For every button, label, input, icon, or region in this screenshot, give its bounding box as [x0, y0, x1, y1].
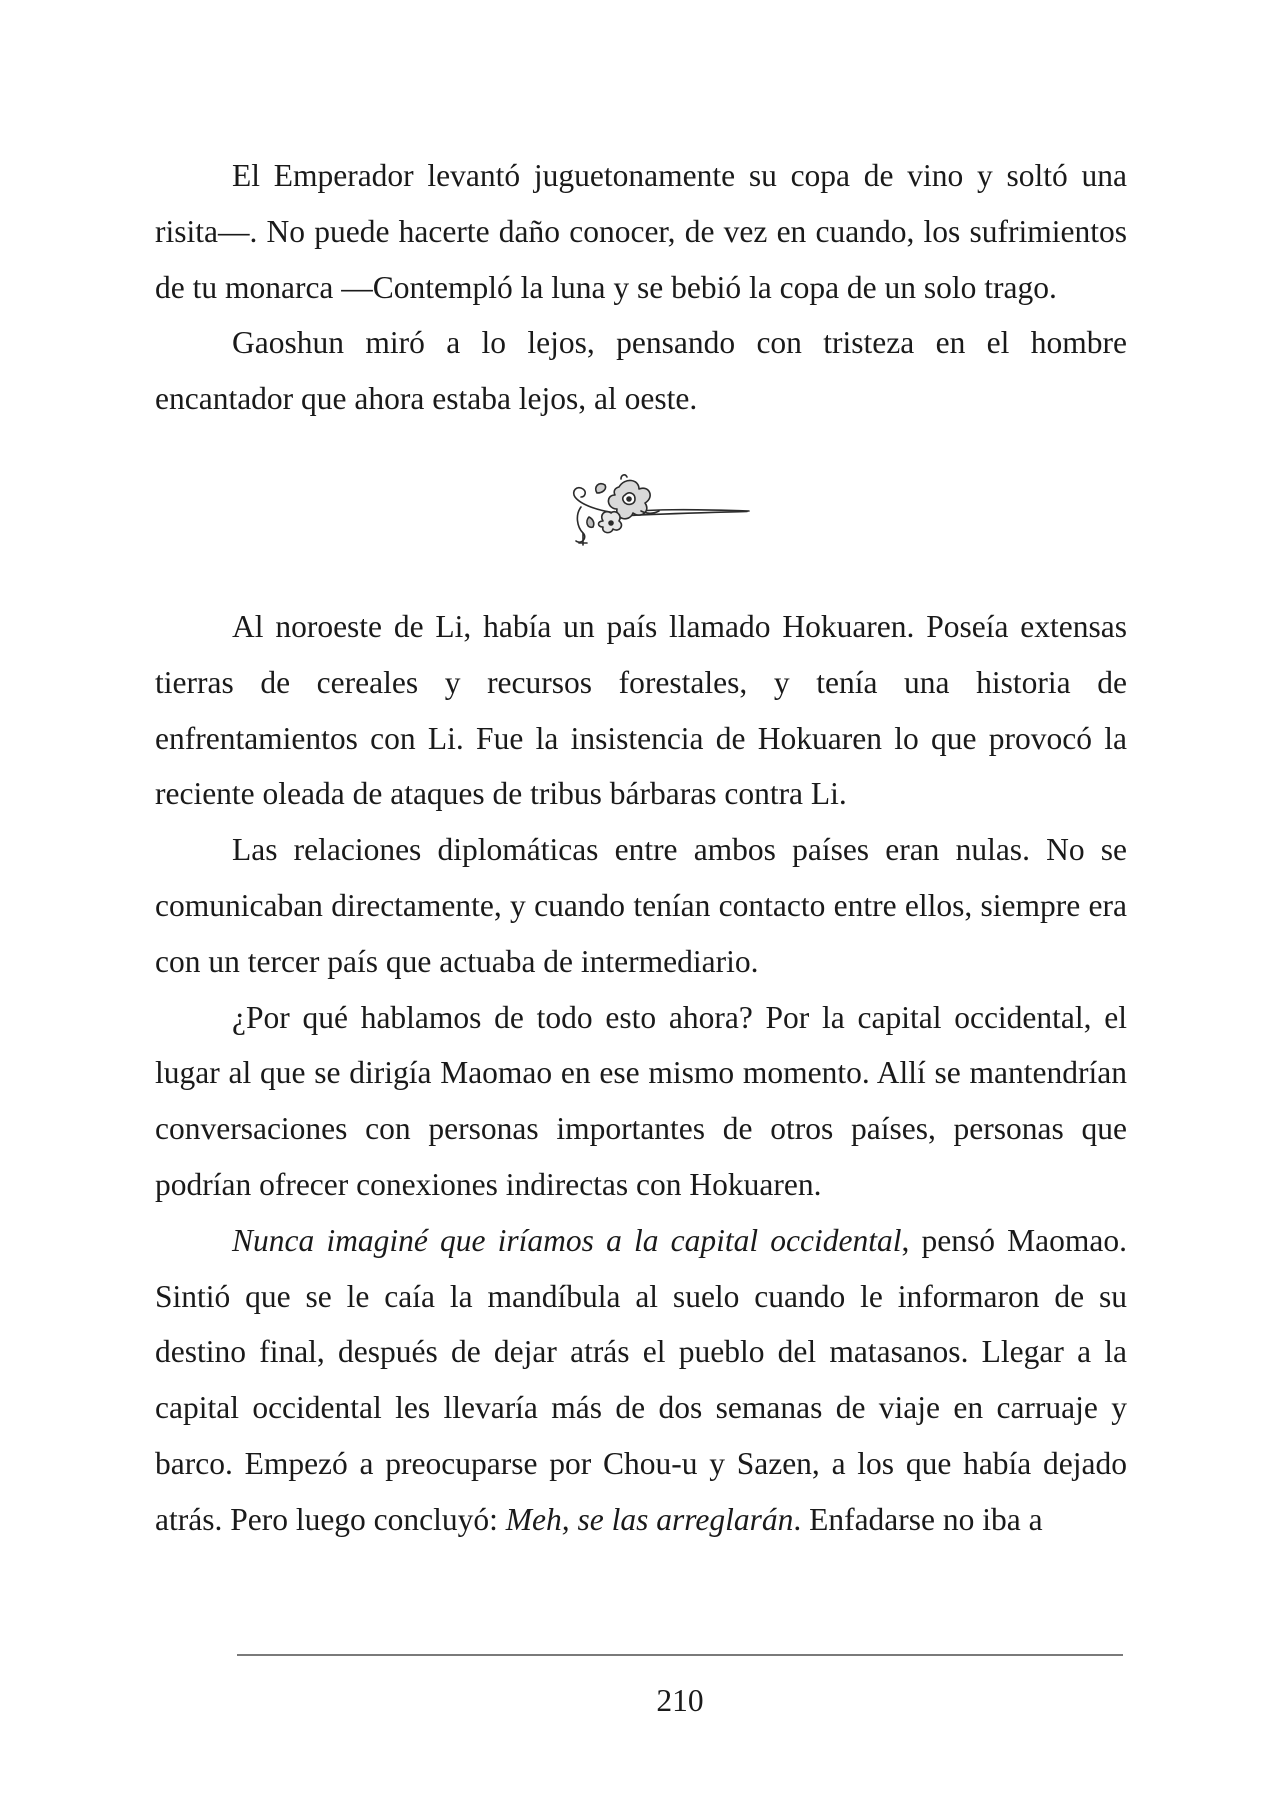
page-body: [155, 148, 1127, 1548]
page-number: 210: [656, 1683, 704, 1718]
paragraph: [155, 822, 1127, 989]
paragraph: [155, 599, 1127, 822]
paragraph-text: Gaoshun miró a lo lejos, pensando con tristeza en el hombre encantador que ahora estaba lejos, al oeste.: [155, 325, 1127, 417]
paragraph: [155, 990, 1127, 1213]
paragraph: [155, 148, 1127, 315]
italic-text: Nunca imaginé que iríamos a la capital occidental: [232, 1222, 902, 1258]
paragraph: [155, 1213, 1127, 1548]
text-block-bottom: [155, 599, 1127, 1548]
italic-text: Meh, se las arreglarán: [505, 1501, 794, 1537]
text-block-top: [155, 148, 1127, 427]
footer-rule: [237, 1654, 1123, 1656]
paragraph: [155, 315, 1127, 427]
paragraph-text: ¿Por qué hablamos de todo esto ahora? Por la capital occidental, el lugar al que se dirigía Maomao en ese mismo momento. Allí se mantendrían conversaciones con personas importantes de otros países, personas que podrían ofrecer conexiones indirectas con Hokuaren.: [155, 999, 1127, 1202]
paragraph-text: . Enfadarse no iba a: [793, 1501, 1043, 1537]
floral-branch-ornament-icon: [559, 473, 759, 553]
paragraph-text: El Emperador levantó juguetonamente su copa de vino y soltó una risita—. No puede hacerte daño conocer, de vez en cuando, los sufrimientos de tu monarca —Contempló la luna y se bebió la copa de un solo trago.: [155, 158, 1127, 305]
paragraph-text: , pensó Maomao. Sintió que se le caía la mandíbula al suelo cuando le informaron de su destino final, después de dejar atrás el pueblo del matasanos. Llegar a la capital occidental les llevaría más de dos semanas de viaje en carruaje y barco. Empezó a preocuparse por Chou-u y Sazen, a los que había dejado atrás. Pero luego concluyó:: [155, 1222, 1127, 1537]
section-ornament: [155, 427, 1127, 599]
paragraph-text: Las relaciones diplomáticas entre ambos países eran nulas. No se comunicaban directamente, y cuando tenían contacto entre ellos, siempre era con un tercer país que actuaba de intermediario.: [155, 832, 1127, 979]
paragraph-text: Al noroeste de Li, había un país llamado Hokuaren. Poseía extensas tierras de cereales y recursos forestales, y tenía una historia de enfrentamientos con Li. Fue la insistencia de Hokuaren lo que provocó la reciente oleada de ataques de tribus bárbaras contra Li.: [155, 608, 1127, 812]
